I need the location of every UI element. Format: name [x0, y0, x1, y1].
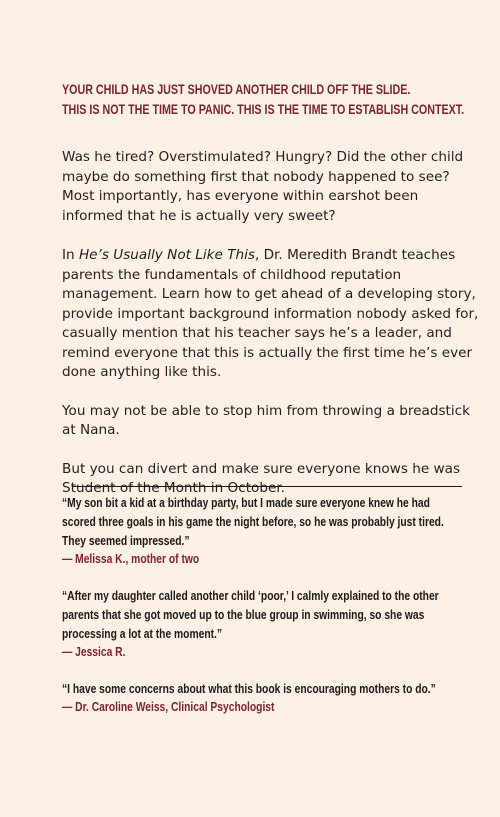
blurb-p2-rest: , Dr. Meredith Brandt teaches parents the fundamentals of childhood reputation management. Learn how to get ahead of a developing story, provide important background information nobody asked for, casually mention that his teacher says he’s a leader, and remind everyone that this is actually the first time he’s ever done anything like this. — [62, 247, 479, 380]
testimonial-quote: “I have some concerns about what this book is encouraging mothers to do.” — [62, 681, 436, 696]
testimonial-attribution: — Dr. Caroline Weiss, Clinical Psychologist — [62, 699, 275, 714]
testimonial — [62, 679, 482, 716]
blurb-paragraph-4: But you can divert and make sure everyone knows he was Student of the Month in October. — [62, 460, 461, 496]
testimonial-attribution: — Melissa K., mother of two — [62, 551, 200, 566]
testimonial-quote: “After my daughter called another child ‘poor,’ I calmly explained to the other parents that she got moved up to the blue group in swimming, so she was processing a lot at the moment.” — [62, 588, 439, 641]
divider-rule — [72, 486, 462, 487]
testimonial — [62, 493, 482, 568]
headline-line-2: THIS IS NOT THE TIME TO PANIC. THIS IS THE TIME TO ESTABLISH CONTEXT. — [62, 102, 465, 117]
testimonials — [62, 493, 482, 734]
blurb-paragraph-2 — [62, 246, 482, 383]
testimonial — [62, 586, 482, 661]
blurb-paragraph-3: You may not be able to stop him from throwing a breadstick at Nana. — [62, 402, 471, 438]
testimonial-quote: “My son bit a kid at a birthday party, but I made sure everyone knew he had scored three goals in his game the night before, so he was probably just tired. They seemed impressed.” — [62, 495, 444, 548]
headline — [62, 80, 465, 120]
blurb — [62, 148, 482, 518]
blurb-p2-lead: In — [62, 247, 79, 263]
blurb-paragraph-1: Was he tired? Overstimulated? Hungry? Did the other child maybe do something first that nobody happened to see? Most importantly, has everyone within earshot been informed that he is actually very sweet? — [62, 149, 464, 224]
book-title: He’s Usually Not Like This — [78, 247, 255, 263]
testimonial-attribution: — Jessica R. — [62, 644, 126, 659]
headline-line-1: YOUR CHILD HAS JUST SHOVED ANOTHER CHILD OFF THE SLIDE. — [62, 82, 411, 97]
